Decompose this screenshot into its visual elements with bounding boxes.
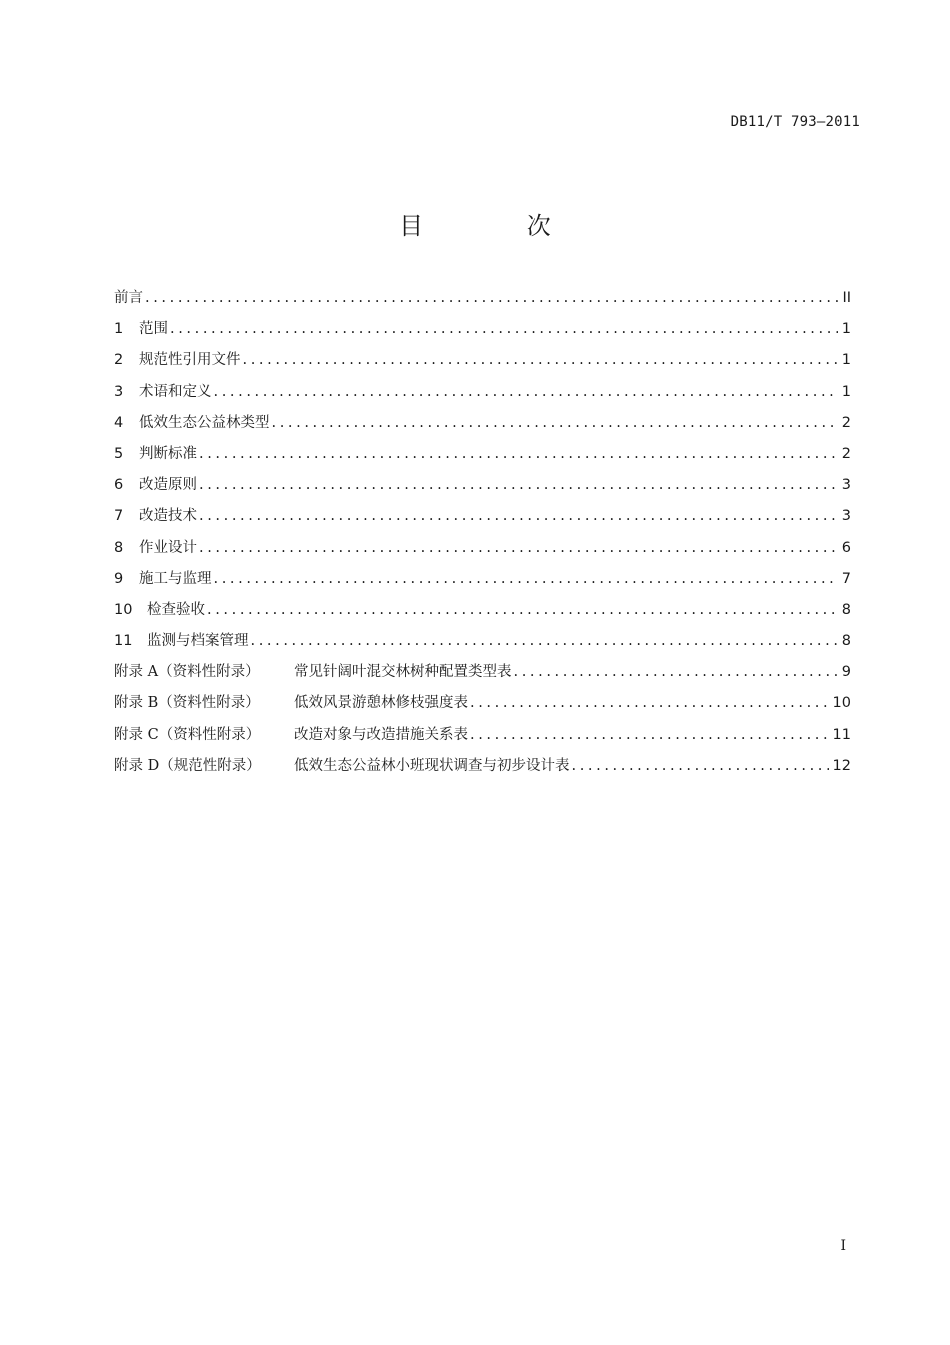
toc-entry-page: 8	[841, 633, 851, 650]
toc-entry-text: 监测与档案管理	[147, 633, 249, 650]
toc-entry-text: 前言	[114, 290, 143, 306]
toc-entry-11[interactable]	[114, 630, 851, 661]
toc-entry-number: 9	[114, 570, 124, 587]
toc-appendix-label: 附录 A（资料性附录）	[114, 664, 260, 681]
toc-leader-dots	[470, 724, 829, 746]
toc-entry-page: 10	[832, 695, 851, 712]
toc-appendix-d[interactable]	[114, 755, 851, 786]
toc-entry-5[interactable]	[114, 443, 851, 474]
toc-entry-number: 5	[114, 445, 124, 462]
page-title: 目 次	[399, 212, 599, 240]
toc-entry-number: 6	[114, 477, 124, 494]
toc-appendix-c[interactable]	[114, 724, 851, 755]
toc-leader-dots	[199, 474, 838, 496]
toc-appendix-label: 附录 D（规范性附录）	[114, 757, 261, 774]
toc-appendix-text: 改造对象与改造措施关系表	[294, 726, 468, 743]
toc-entry-page: 1	[841, 321, 851, 338]
toc-entry-number: 11	[114, 633, 133, 650]
toc-entry-page: 9	[841, 664, 851, 681]
toc-leader-dots	[214, 381, 838, 403]
toc-entry-number: 8	[114, 539, 124, 556]
toc-entry-page: 1	[841, 352, 851, 369]
toc-entry-page: 2	[841, 445, 851, 462]
toc-leader-dots	[207, 599, 838, 621]
toc-entry-text: 施工与监理	[139, 570, 212, 587]
toc-entry-number: 10	[114, 601, 133, 618]
toc-leader-dots	[170, 318, 838, 340]
toc-entry-page: 12	[832, 757, 851, 774]
toc-entry-text: 规范性引用文件	[139, 352, 241, 369]
toc-appendix-a[interactable]	[114, 661, 851, 692]
toc-entry-text: 术语和定义	[139, 383, 212, 400]
toc-entry-text: 改造技术	[139, 508, 197, 525]
document-code: DB11/T 793—2011	[730, 114, 860, 130]
toc-entry-number: 4	[114, 414, 124, 431]
toc-leader-dots	[199, 537, 838, 559]
toc-appendix-text: 低效生态公益林小班现状调查与初步设计表	[294, 757, 570, 774]
toc-entry-page: 2	[841, 414, 851, 431]
toc-appendix-label: 附录 C（资料性附录）	[114, 726, 261, 743]
toc-entry-text: 改造原则	[139, 477, 197, 494]
toc-appendix-b[interactable]	[114, 692, 851, 723]
toc-leader-dots	[214, 568, 838, 590]
toc-entry-page: 1	[841, 383, 851, 400]
toc-entry-7[interactable]	[114, 505, 851, 536]
toc-leader-dots	[199, 505, 838, 527]
toc-leader-dots	[145, 287, 838, 309]
toc-appendix-text: 低效风景游憩林修枝强度表	[294, 695, 468, 712]
toc-entry-page: 3	[841, 508, 851, 525]
toc-leader-dots	[470, 692, 829, 714]
toc-entry-6[interactable]	[114, 474, 851, 505]
toc-leader-dots	[272, 412, 838, 434]
toc-entry-page: 8	[841, 601, 851, 618]
table-of-contents	[114, 287, 851, 786]
toc-leader-dots	[572, 755, 829, 777]
toc-entry-foreword[interactable]	[114, 287, 851, 318]
toc-entry-text: 作业设计	[139, 539, 197, 556]
toc-entry-8[interactable]	[114, 537, 851, 568]
toc-entry-1[interactable]	[114, 318, 851, 349]
toc-entry-text: 低效生态公益林类型	[139, 414, 270, 431]
toc-entry-text: 检查验收	[147, 601, 205, 618]
toc-leader-dots	[243, 349, 838, 371]
toc-leader-dots	[514, 661, 838, 683]
toc-leader-dots	[251, 630, 838, 652]
toc-entry-page: 6	[841, 539, 851, 556]
toc-appendix-label: 附录 B（资料性附录）	[114, 695, 260, 712]
toc-entry-page: 3	[841, 477, 851, 494]
toc-entry-number: 3	[114, 383, 124, 400]
toc-entry-number: 1	[114, 321, 124, 338]
toc-entry-number: 7	[114, 508, 124, 525]
toc-entry-page: 11	[832, 726, 851, 743]
toc-entry-10[interactable]	[114, 599, 851, 630]
toc-entry-text: 判断标准	[139, 445, 197, 462]
page-number: I	[840, 1238, 846, 1254]
toc-entry-3[interactable]	[114, 381, 851, 412]
toc-entry-4[interactable]	[114, 412, 851, 443]
toc-entry-page: 7	[841, 570, 851, 587]
toc-entry-9[interactable]	[114, 568, 851, 599]
toc-entry-number: 2	[114, 352, 124, 369]
toc-leader-dots	[199, 443, 838, 465]
toc-appendix-text: 常见针阔叶混交林树种配置类型表	[294, 664, 512, 681]
toc-entry-2[interactable]	[114, 349, 851, 380]
toc-entry-page: II	[842, 290, 851, 306]
toc-entry-text: 范围	[139, 321, 168, 338]
